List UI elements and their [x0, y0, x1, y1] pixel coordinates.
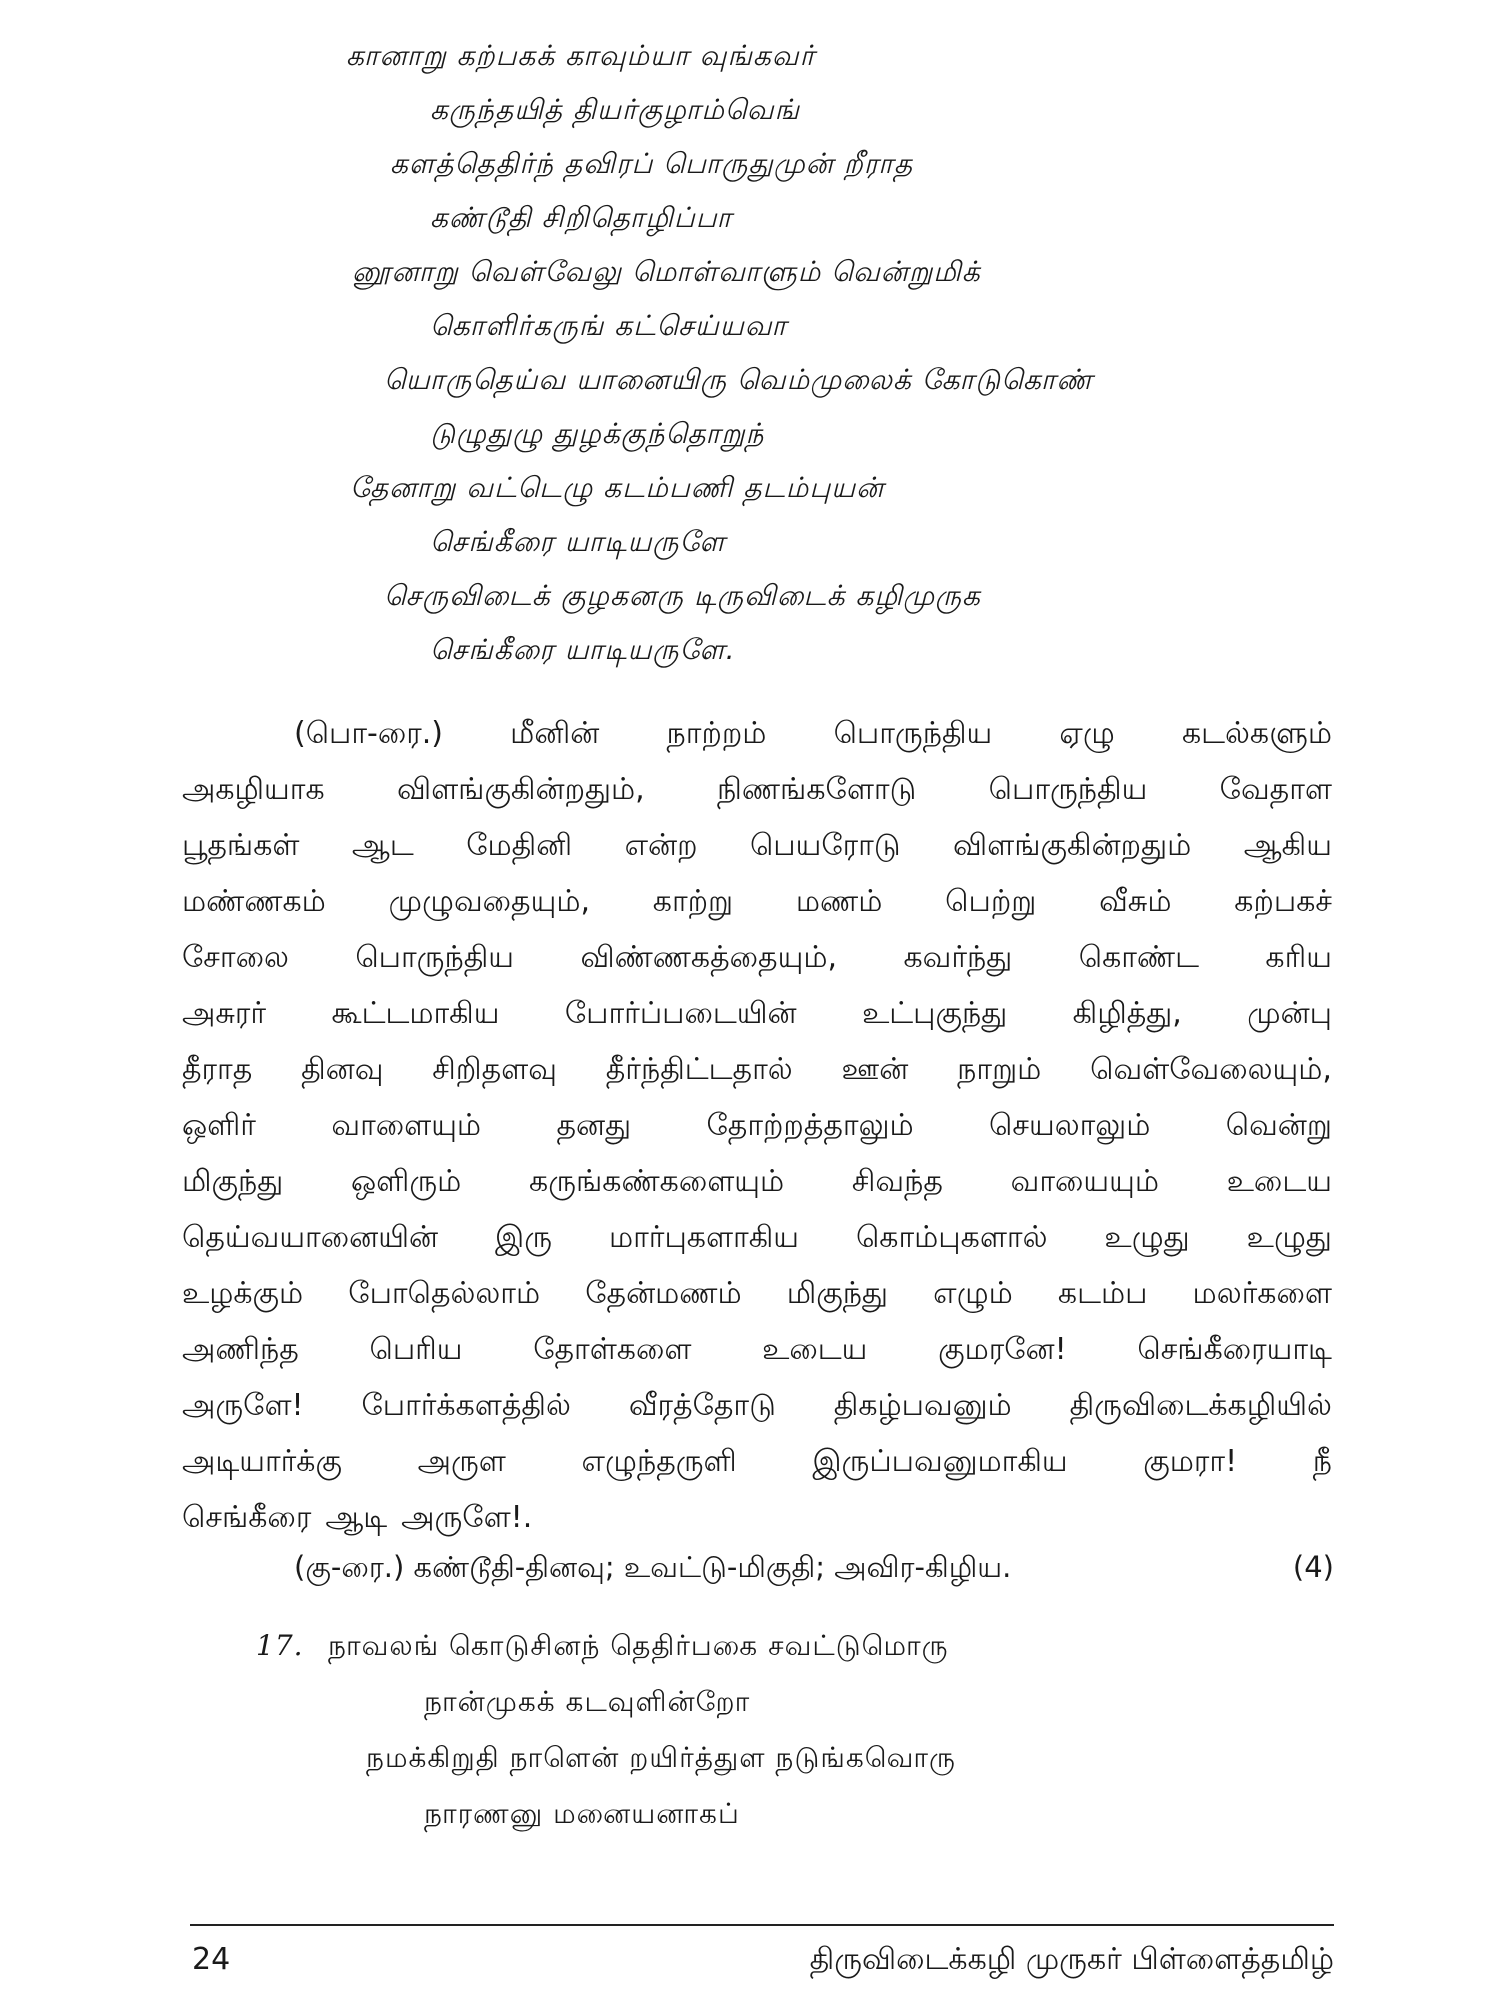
prose-line: அணிந்த பெரிய தோள்களை உடைய குமரனே! செங்கீரையாடி — [182, 1332, 1332, 1367]
verse-line: நான்முகக் கடவுளின்றோ — [424, 1685, 751, 1718]
prose-explanation — [182, 706, 1332, 1546]
page-number: 24 — [192, 1942, 231, 1977]
prose-line: தெய்வயானையின் இரு மார்புகளாகிய கொம்புகளால் உழுது உழுது — [182, 1220, 1332, 1255]
verse-line: யொருதெய்வ யானையிரு வெம்முலைக் கோடுகொண் — [384, 363, 1094, 396]
verse-line: டுழுதுழு துழக்குந்தொறுந் — [430, 417, 765, 450]
prose-line: சோலை பொருந்திய விண்ணகத்தையும், கவர்ந்து கொண்ட கரிய — [182, 940, 1332, 975]
verse-line: செங்கீரை யாடியருளே. — [430, 633, 736, 666]
prose-line: தீராத தினவு சிறிதளவு தீர்ந்திட்டதால் ஊன் நாறும் வெள்வேலையும், — [182, 1052, 1332, 1087]
running-title: திருவிடைக்கழி முருகர் பிள்ளைத்தமிழ் — [809, 1942, 1334, 1977]
prose-line: ஒளிர் வாளையும் தனது தோற்றத்தாலும் செயலாலும் வென்று — [182, 1108, 1332, 1143]
prose-line: அகழியாக விளங்குகின்றதும், நிணங்களோடு பொருந்திய வேதாள — [182, 772, 1332, 807]
glossary-text: (கு-ரை.) கண்டூதி-தினவு; உவட்டு-மிகுதி; அவிர-கிழிய. — [294, 1550, 1012, 1584]
verse-line: செங்கீரை யாடியருளே — [430, 525, 726, 558]
verse-number: 17. — [256, 1629, 304, 1662]
verse-line: கண்டூதி சிறிதொழிப்பா — [430, 201, 733, 234]
verse-line: னூனாறு வெள்வேலு மொள்வாளும் வென்றுமிக் — [352, 255, 981, 288]
prose-line: அடியார்க்கு அருள எழுந்தருளி இருப்பவனுமாகிய குமரா! நீ — [182, 1444, 1332, 1479]
verse-line: களத்தெதிர்ந் தவிரப் பொருதுமுன் றீராத — [390, 147, 914, 180]
verse-line: தேனாறு வட்டெழு கடம்பணி தடம்புயன் — [350, 471, 885, 504]
prose-line: அருளே! போர்க்களத்தில் வீரத்தோடு திகழ்பவனும் திருவிடைக்கழியில் — [182, 1388, 1332, 1423]
verse-count-label: (4) — [1292, 1550, 1334, 1584]
prose-line: உழக்கும் போதெல்லாம் தேன்மணம் மிகுந்து எழும் கடம்ப மலர்களை — [182, 1276, 1332, 1311]
prose-line: பூதங்கள் ஆட மேதினி என்ற பெயரோடு விளங்குகின்றதும் ஆகிய — [182, 828, 1332, 863]
prose-line: அசுரர் கூட்டமாகிய போர்ப்படையின் உட்புகுந்து கிழித்து, முன்பு — [182, 996, 1332, 1031]
glossary-note — [294, 1542, 1334, 1592]
prose-line: மண்ணகம் முழுவதையும், காற்று மணம் பெற்று வீசும் கற்பகச் — [182, 884, 1332, 919]
verse-line: கொளிர்கருங் கட்செய்யவா — [430, 309, 788, 342]
prose-line: (பொ-ரை.) மீனின் நாற்றம் பொருந்திய ஏழு கடல்களும் — [294, 716, 1332, 751]
verse-line: நாரணனு மனையனாகப் — [424, 1797, 740, 1830]
verse-line: கானாறு கற்பகக் காவும்யா வுங்கவர் — [346, 39, 816, 72]
verse-line: நாவலங் கொடுசினந் தெதிர்பகை சவட்டுமொரு — [328, 1629, 949, 1662]
prose-line: மிகுந்து ஒளிரும் கருங்கண்களையும் சிவந்த வாயையும் உடைய — [182, 1164, 1332, 1199]
verse-line: நமக்கிறுதி நாளென் றயிர்த்துள நடுங்கவொரு — [366, 1741, 956, 1774]
verse-line: கருந்தயித் தியர்குழாம்வெங் — [430, 93, 801, 126]
prose-line: செங்கீரை ஆடி அருளே!. — [182, 1500, 533, 1535]
verse-line: செருவிடைக் குழகனரு டிருவிடைக் கழிமுருக — [384, 579, 981, 612]
footer-divider — [190, 1924, 1334, 1926]
